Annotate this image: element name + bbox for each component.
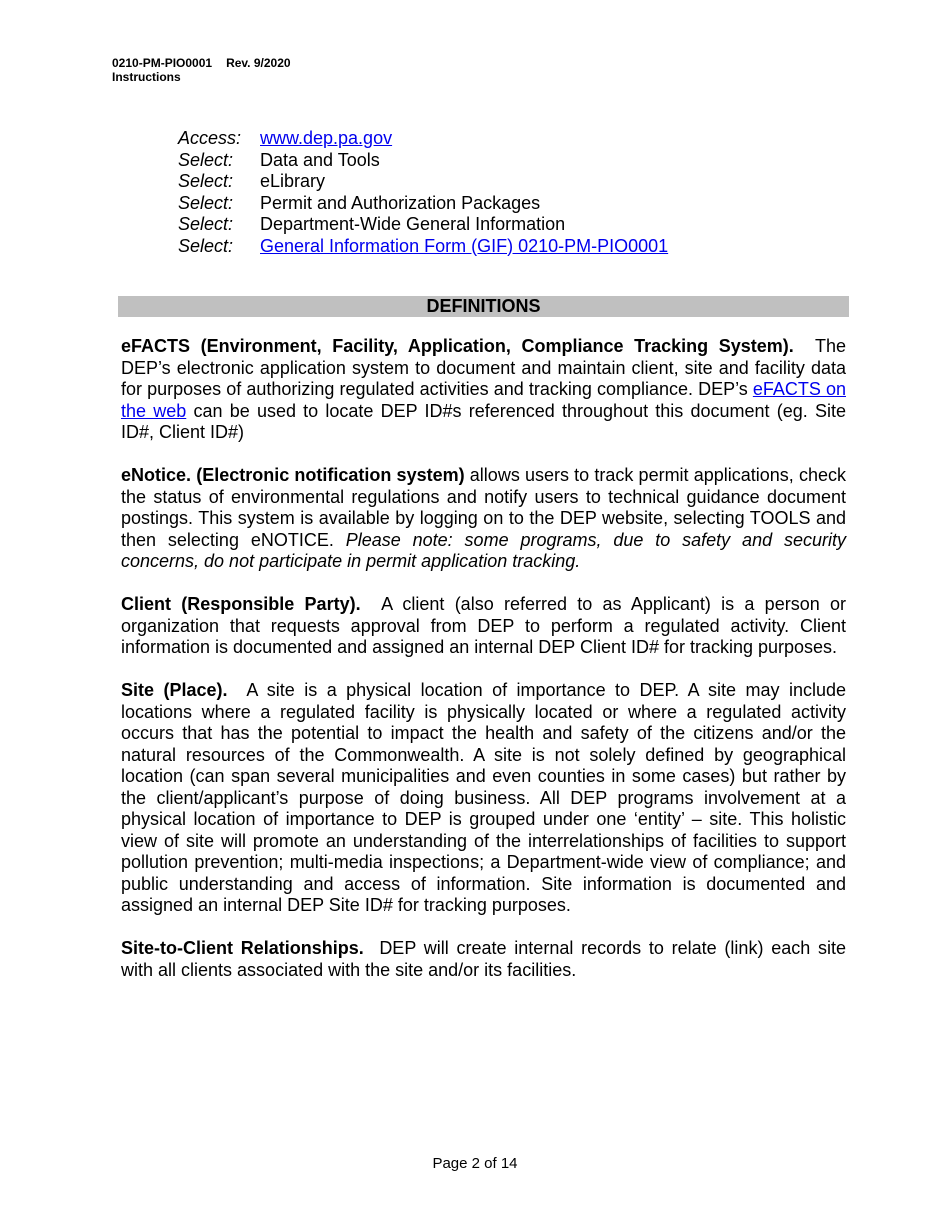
efacts-text: The DEP’s electronic application system to document and maintain client, site and facility data for purposes of authorizing regulated activities and tracking compliance. DEP’s	[121, 336, 846, 399]
site-client-definition	[121, 938, 846, 981]
access-step	[178, 128, 668, 150]
access-step-label: Select:	[178, 149, 234, 170]
access-step	[178, 236, 668, 258]
access-step	[178, 171, 668, 193]
revision: Rev. 9/2020	[226, 56, 291, 70]
access-step	[178, 214, 668, 236]
site-text: A site is a physical location of importance to DEP. A site may include locations where a regulated facility is physically located or where a regulated activity occurs that has the potential to impact the health and safety of the citizens and/or the natural resources of the Commonwealth. A site is not solely defined by geographical location (can span several municipalities and even counties in some cases) but rather by the client/applicant’s purpose of doing business. All DEP programs involvement at a physical location of importance to DEP is grouped under one ‘entity’ – site. This holistic view of site will promote an understanding of the interrelationships of facilities to support pollution prevention; multi-media inspections; a Department-wide view of compliance; and public understanding and access of information. Site information is documented and assigned an internal DEP Site ID# for tracking purposes.	[121, 680, 846, 915]
site-term: Site (Place).	[121, 680, 228, 700]
efacts-web-link[interactable]: eFACTS on the web	[121, 379, 846, 421]
dep-website-link[interactable]: www.dep.pa.gov	[260, 128, 393, 148]
access-step-label: Access:	[178, 128, 242, 148]
site-client-term: Site-to-Client Relationships.	[121, 938, 364, 958]
access-step-label: Select:	[178, 214, 234, 234]
header-subtitle: Instructions	[112, 70, 181, 84]
form-number: 0210-PM-PIO0001	[112, 56, 213, 70]
access-step-value: Data and Tools	[260, 149, 380, 170]
header-line-1	[112, 56, 291, 70]
enotice-note: Please note: some programs, due to safety and security concerns, do not participate in permit application tracking.	[121, 529, 846, 571]
access-step-value: Permit and Authorization Packages	[260, 192, 541, 213]
access-step-value: eLibrary	[260, 171, 326, 191]
access-step-label: Select:	[178, 235, 234, 256]
client-definition	[121, 594, 846, 659]
enotice-definition	[121, 465, 846, 573]
definitions-heading: DEFINITIONS	[118, 296, 849, 317]
enotice-term: eNotice. (Electronic notification system)	[121, 465, 465, 485]
efacts-term: eFACTS (Environment, Facility, Application, Compliance Tracking System).	[121, 336, 794, 356]
access-step-label: Select:	[178, 192, 234, 213]
enotice-text: allows users to track permit applications, check the status of environmental regulations and notify users to technical guidance document postings. This system is available by logging on to the DEP website, selecting TOOLS and then selecting eNOTICE.	[121, 465, 846, 550]
access-step-value: Department-Wide General Information	[260, 214, 566, 234]
site-client-text: DEP will create internal records to relate (link) each site with all clients associated with the site and/or its facilities.	[121, 938, 846, 980]
client-text: A client (also referred to as Applicant) is a person or organization that requests approval from DEP to perform a regulated activity. Client information is documented and assigned an internal DEP Client ID# for tracking purposes.	[121, 594, 846, 657]
access-steps	[178, 128, 668, 257]
efacts-definition	[121, 336, 846, 444]
access-step	[178, 193, 668, 215]
efacts-text-continued: can be used to locate DEP ID#s referenced throughout this document (eg. Site ID#, Client ID#)	[121, 400, 847, 442]
definitions-content	[121, 336, 846, 1003]
access-step	[178, 150, 668, 172]
page-number: Page 2 of 14	[432, 1155, 518, 1172]
document-header	[112, 56, 291, 84]
site-definition	[121, 680, 846, 917]
gif-form-link[interactable]: General Information Form (GIF) 0210-PM-PIO0001	[260, 235, 669, 256]
client-term: Client (Responsible Party).	[121, 594, 361, 614]
access-step-label: Select:	[178, 171, 234, 191]
